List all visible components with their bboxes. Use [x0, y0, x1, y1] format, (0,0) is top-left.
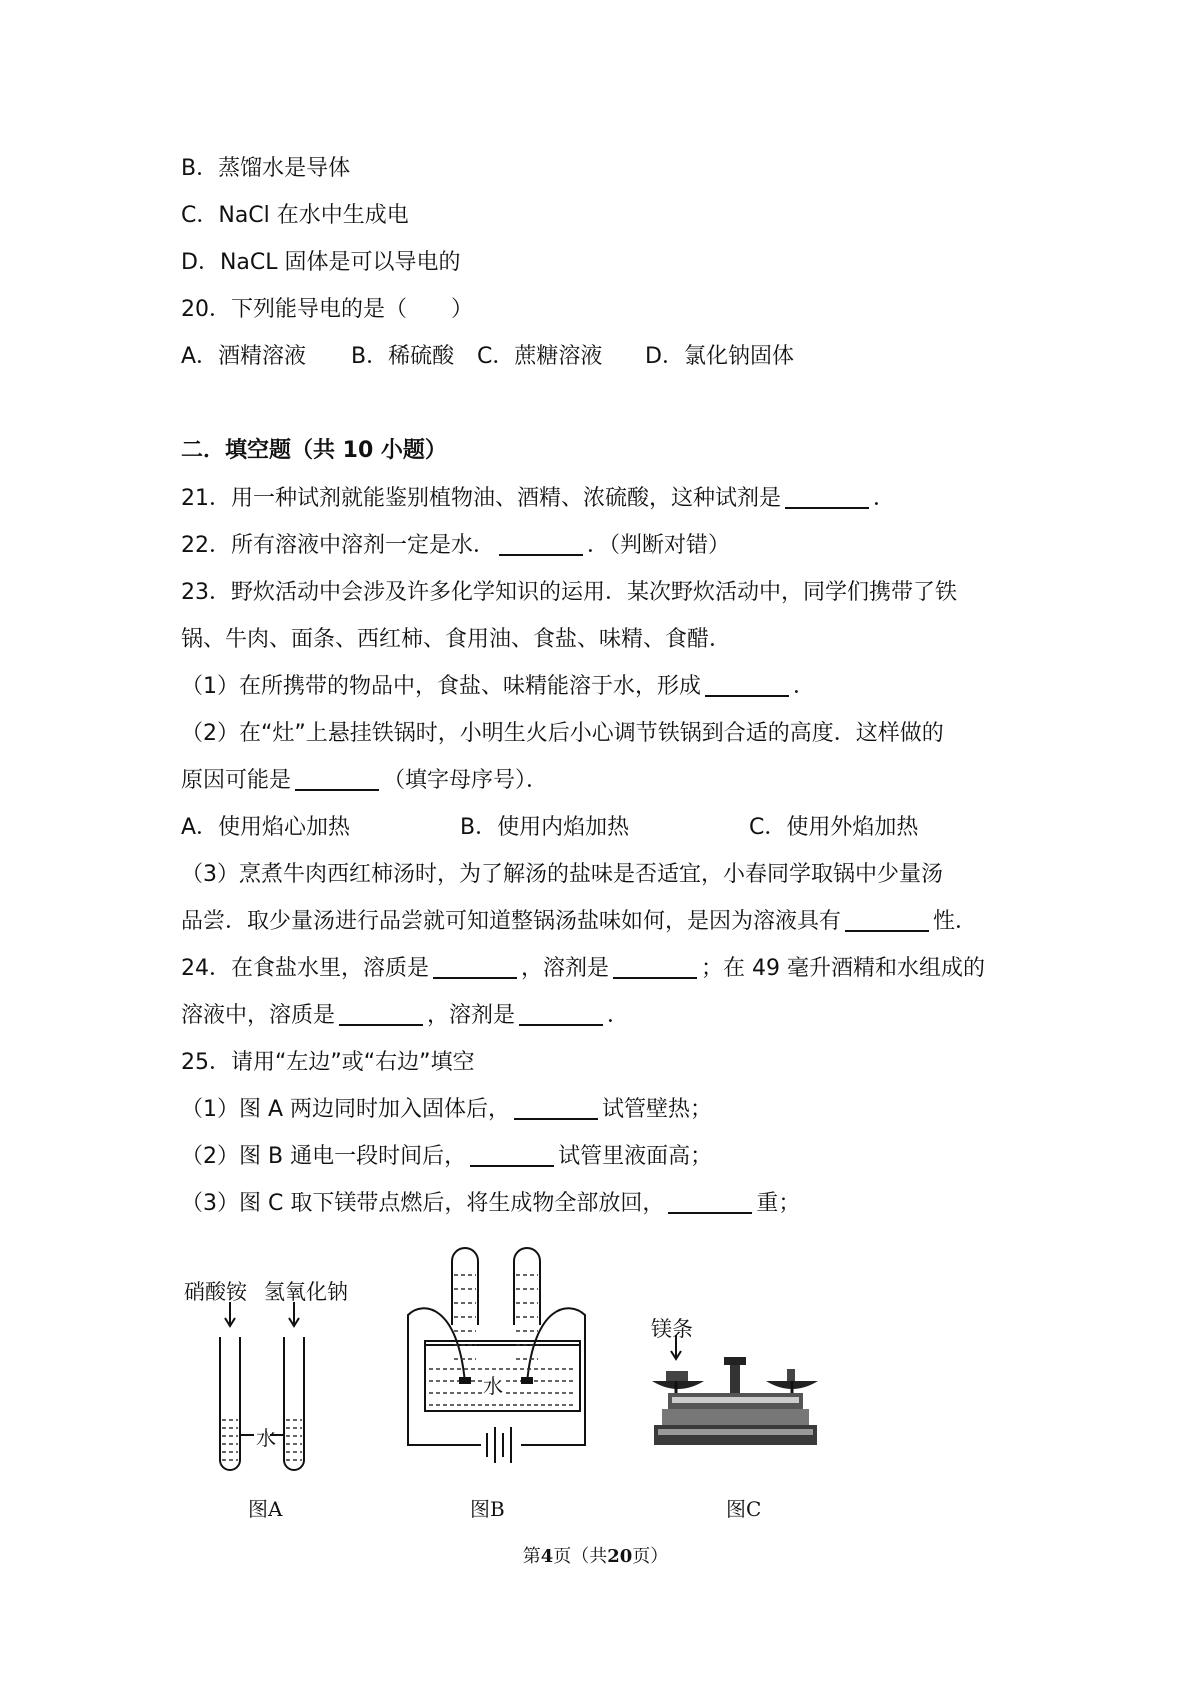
answer-blank[interactable] [514, 1096, 598, 1120]
answer-blank[interactable] [845, 908, 929, 932]
answer-blank[interactable] [433, 955, 517, 979]
question-21: 21．用一种试剂就能鉴别植物油、酒精、浓硫酸，这种试剂是 ． [181, 486, 896, 511]
question-23-part2-line1: （2）在“灶”上悬挂铁锅时，小明生火后小心调节铁锅到合适的高度．这样做的 [181, 721, 944, 746]
answer-blank[interactable] [499, 532, 583, 556]
figure-c-label: 镁条 [651, 1317, 693, 1341]
question-20-options [181, 342, 794, 372]
figure-a-right-label: 氢氧化钠 [264, 1280, 348, 1304]
answer-blank[interactable] [785, 485, 869, 509]
figure-c-balance [648, 1335, 823, 1470]
question-23-part2-line2: 原因可能是 （填字母序号）． [181, 768, 549, 793]
figure-b-caption: 图B [470, 1497, 505, 1521]
answer-blank[interactable] [339, 1002, 423, 1026]
figure-b-water-label: 水 [483, 1370, 503, 1399]
figure-a-caption: 图A [248, 1497, 283, 1521]
question-24-line2: 溶液中，溶质是 ，溶剂是 ． [181, 1003, 630, 1028]
current-page: 4 [540, 1546, 554, 1567]
question-23-options [181, 813, 918, 843]
q23-option-c: C．使用外焰加热 [749, 815, 919, 840]
q20-option-a: A．酒精溶液 [181, 344, 307, 369]
option-b-line: B．蒸馏水是导体 [181, 156, 351, 181]
question-25-part1: （1）图 A 两边同时加入固体后， 试管壁热； [181, 1097, 713, 1122]
question-22: 22．所有溶液中溶剂一定是水． ．（判断对错） [181, 533, 731, 558]
q20-option-d: D．氯化钠固体 [645, 344, 794, 369]
answer-blank[interactable] [705, 673, 789, 697]
question-20: 20．下列能导电的是（ ） [181, 297, 473, 322]
total-pages: 20 [607, 1546, 633, 1567]
q23-option-b: B．使用内焰加热 [460, 815, 630, 840]
answer-blank[interactable] [519, 1002, 603, 1026]
figure-a-water-label: 水 [256, 1426, 276, 1450]
q20-option-c: C．蔗糖溶液 [477, 344, 603, 369]
question-24-line1: 24．在食盐水里，溶质是 ，溶剂是 ；在 49 毫升酒精和水组成的 [181, 956, 985, 981]
answer-blank[interactable] [295, 767, 379, 791]
q20-option-b: B．稀硫酸 [351, 344, 455, 369]
figure-b-electrolysis [403, 1245, 603, 1470]
figure-c-caption: 图C [726, 1497, 762, 1521]
q23-option-a: A．使用焰心加热 [181, 815, 351, 840]
option-d-line: D．NaCL 固体是可以导电的 [181, 250, 461, 275]
answer-blank[interactable] [613, 955, 697, 979]
question-23-line2: 锅、牛肉、面条、西红柿、食用油、食盐、味精、食醋． [181, 627, 732, 652]
question-23-part1: （1）在所携带的物品中，食盐、味精能溶于水，形成 ． [181, 674, 816, 699]
question-25: 25．请用“左边”或“右边”填空 [181, 1050, 475, 1075]
question-25-part3: （3）图 C 取下镁带点燃后，将生成物全部放回， 重； [181, 1191, 801, 1216]
option-c-line: C．NaCl 在水中生成电 [181, 203, 409, 228]
question-23-line1: 23．野炊活动中会涉及许多化学知识的运用．某次野炊活动中，同学们携带了铁 [181, 580, 957, 605]
answer-blank[interactable] [470, 1143, 554, 1167]
page-footer: 第4页（共20页） [522, 1546, 669, 1567]
section-heading: 二．填空题（共 10 小题） [181, 438, 447, 463]
answer-blank[interactable] [668, 1190, 752, 1214]
question-25-part2: （2）图 B 通电一段时间后， 试管里液面高； [181, 1144, 713, 1169]
question-23-part3-line1: （3）烹煮牛肉西红柿汤时，为了解汤的盐味是否适宜，小春同学取锅中少量汤 [181, 862, 943, 887]
figure-a-left-label: 硝酸铵 [184, 1280, 247, 1304]
question-23-part3-line2: 品尝．取少量汤进行品尝就可知道整锅汤盐味如何，是因为溶液具有 性． [181, 909, 978, 934]
